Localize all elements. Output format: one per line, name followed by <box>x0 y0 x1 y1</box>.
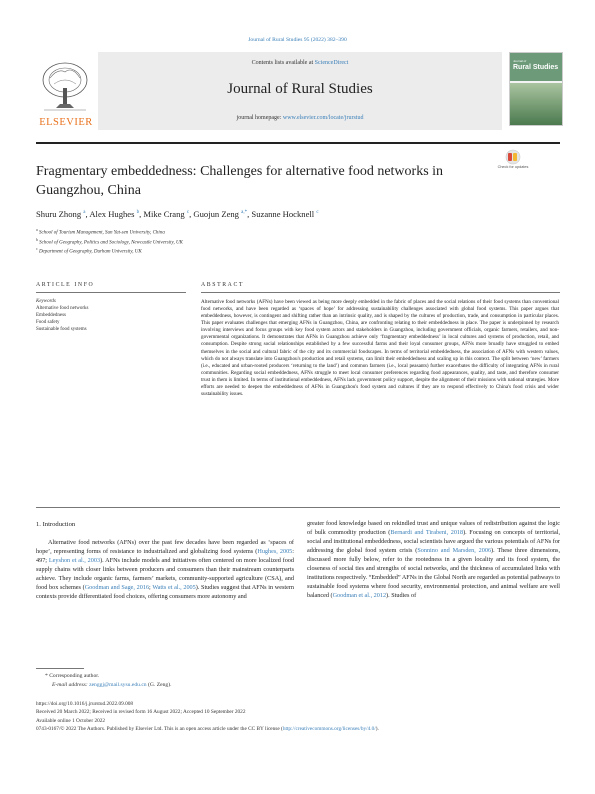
available-online: Available online 1 October 2022 <box>36 718 106 724</box>
corresponding-author-note: * Corresponding author. <box>45 673 100 679</box>
abstract-rule <box>201 292 560 293</box>
intro-text: ). Studies suggest that AFNs in western contexts provide differentiated food choices, offering consumers more autonomy and <box>36 584 294 601</box>
affiliation-mark: c <box>36 247 38 251</box>
affiliation <box>36 247 142 255</box>
intro-text: ). AFNs include models and initiatives often centered on more localized food supply chains with closer links between producers and consumers than their mainstream counterparts achieve. They include organic farms, farmers’ markets, community-supported agriculture (CSA), and food box schemes ( <box>36 557 294 592</box>
abstract-text: Alternative food networks (AFNs) have been viewed as being more deeply embedded in the fabric of places and the social relations of their food systems than conventional food networks, and have been regarded as ‘spaces of hope’ for addressing sustainability challenges associated with global food systems. This paper argues that embeddedness, however, is contingent and shifting rather than an intrinsic quality, and is shaped by the cultures of production, trade, and consumption in particular places. This paper evaluates challenges that emerging AFNs in Guangzhou, China, are confronting relating to their embeddedness in place. The paper is underpinned by research involving interviews and focus groups with key food system actors and stakeholders in Guangzhou, including government officials, organic farmers, retailers, and non-governmental organizations. It demonstrates that AFNs in Guangzhou achieve only ‘fragmentary embeddedness’ in local cultures and systems of production, retail, and consumption. Despite strong social relationships established by a few successful farms and their loyal consumer groups, AFNs more broadly have struggled to embed themselves in the social and cultural fabric of the city and its commercial foodscapes. In terms of territorial embeddedness, the association of AFNs with western values, which do not always translate into Guangzhou's production and retail systems, can limit their embeddedness and scaling up in this context. The split between ‘new’ farmers (i.e., educated and urban-rooted producers ‘returning to the land’) and common farmers (i.e., local peasants) further exacerbates the difficulty of integrating AFNs in rural communities. Regarding social embeddedness, AFNs struggle to meet local consumer preferences regarding food appearances, quality, and taste, and therefore consumer trust in them is limited. In terms of institutional embeddedness, AFNs lack government policy support, despite the alignment of their missions with national strategies. More efforts are needed to deepen the embeddedness of AFNs in Guangzhou's food system and cultures if they are to respond effectively to China's food crisis and wider sustainability issues. <box>201 299 559 398</box>
email-suffix: (G. Zeng). <box>148 682 172 688</box>
contents-line <box>98 60 502 66</box>
intro-text: ). Studies of <box>386 592 417 600</box>
email-link[interactable]: zenggj@mail.sysu.edu.cn <box>89 682 147 688</box>
email-line <box>52 682 171 688</box>
intro-left-column <box>36 538 294 601</box>
license-line <box>36 726 560 732</box>
author-affiliation-mark[interactable]: c <box>186 210 190 216</box>
author-affiliation-mark[interactable]: c <box>316 210 319 216</box>
citation-link[interactable]: Bernardi and Tirabeni, 2018 <box>390 529 464 537</box>
abstract-bottom-rule <box>36 507 560 508</box>
journal-homepage-line <box>98 115 502 121</box>
author-affiliation-mark[interactable]: b <box>136 210 140 216</box>
sciencedirect-link[interactable]: ScienceDirect <box>314 60 349 66</box>
article-info-rule <box>36 292 186 293</box>
received-dates: Received 20 March 2022; Received in revised form 16 August 2022; Accepted 10 September 2022 <box>36 709 246 715</box>
journal-reference[interactable]: Journal of Rural Studies 95 (2022) 382–390 <box>248 37 347 43</box>
license-suffix: ). <box>375 726 379 732</box>
journal-title[interactable]: Journal of Rural Studies <box>227 81 373 97</box>
author-name[interactable]: Guojun Zeng <box>193 209 239 219</box>
author-name[interactable]: Suzanne Hocknell <box>251 209 315 219</box>
check-for-updates-label[interactable]: Check for updates <box>497 165 529 169</box>
affiliation-mark: b <box>36 238 38 242</box>
citation-link[interactable]: Watts et al., 2005 <box>152 584 196 592</box>
affiliation <box>36 238 183 246</box>
intro-text: ). These three dimensions, discussed more fully below, refer to the rootedness in a given locality and its food system, the closeness of social ties and strengths of social networks, and the thickness of accumulated links with institutions respectively. “Embedded” AFNs in the Global North are regarded as potential pathways to sustainable food systems where food security, environmental protection, and animal welfare are well balanced ( <box>307 547 561 600</box>
affiliation-text: Department of Geography, Durham University, UK <box>38 249 142 255</box>
affiliation <box>36 228 165 236</box>
contents-prefix: Contents lists available at <box>251 60 314 66</box>
author-name[interactable]: Alex Hughes <box>89 209 135 219</box>
header-divider <box>36 142 560 144</box>
intro-text: : 497; <box>36 548 295 565</box>
abstract-heading: ABSTRACT <box>201 282 245 288</box>
intro-text: greater food knowledge based on rekindled trust and unique values of redistribution against the logic of bulk commodity production ( <box>307 520 560 537</box>
author-list: Shuru Zhong $^a$, Alex Hughes $^b$, Mike Crang $^c$, Guojun Zeng $^{a,*}$, Suzanne Hocknell $^c$ <box>36 209 319 219</box>
doi-link[interactable]: https://doi.org/10.1016/j.jrurstud.2022.09.008 <box>36 701 134 707</box>
cover-small-text: Journal of <box>513 59 527 63</box>
citation-link[interactable]: Sonnino and Marsden, 2006 <box>417 547 492 555</box>
intro-text: Alternative food networks (AFNs) over the past few decades have been regarded as ‘spaces of hope’, representing forms of resistance to industrialized and globalizing food systems ( <box>36 539 294 556</box>
homepage-link[interactable]: www.elsevier.com/locate/jrurstud <box>282 115 364 121</box>
footnote-rule <box>36 668 84 669</box>
license-link[interactable]: http://creativecommons.org/licenses/by/4.0/ <box>282 726 376 732</box>
citation-link[interactable]: Leyshon et al., 2003 <box>48 557 101 565</box>
author-affiliation-mark[interactable]: a,* <box>241 210 248 216</box>
affiliation-mark: a <box>36 228 38 232</box>
intro-paragraph-continued <box>307 519 560 600</box>
author-name[interactable]: Mike Crang <box>143 209 185 219</box>
author-name[interactable]: Shuru Zhong <box>36 209 82 219</box>
keywords-label: Keywords <box>36 299 56 304</box>
intro-paragraph <box>36 538 294 601</box>
keyword-item: Sustainable food systems <box>36 327 87 332</box>
keyword-item: Food safety <box>36 320 60 325</box>
keyword-item: Alternative food networks <box>36 306 89 311</box>
affiliation-text: School of Tourism Management, Sun Yat-sen University, China <box>38 230 165 236</box>
intro-text: ; <box>149 584 153 592</box>
license-prefix: 0743-0167/© 2022 The Authors. Published by Elsevier Ltd. This is an open access article under the CC BY license ( <box>36 726 283 732</box>
cover-title: Rural Studies <box>513 64 559 71</box>
article-title: Fragmentary embeddedness: Challenges for alternative food networks in Guangzhou, China <box>36 164 444 198</box>
article-info-heading: ARTICLE INFO <box>36 282 95 288</box>
elsevier-wordmark: ELSEVIER <box>39 117 93 128</box>
journal-cover-icon[interactable] <box>509 52 563 126</box>
keyword-item: Embeddedness <box>36 313 66 318</box>
homepage-prefix: journal homepage: <box>236 115 282 121</box>
introduction-heading: 1. Introduction <box>36 521 76 528</box>
intro-right-column <box>307 519 560 600</box>
elsevier-tree-logo-icon[interactable] <box>36 58 94 116</box>
citation-link[interactable]: Goodman and Sage, 2016 <box>84 584 150 592</box>
email-label: E-mail address: <box>52 682 88 688</box>
intro-text: ). Focusing on concepts of territorial, social and institutional embeddedness, social scientists have argued the various potentials of AFNs for addressing the global food system crisis ( <box>307 529 560 555</box>
author-affiliation-mark[interactable]: a <box>83 210 86 216</box>
cover-photo <box>510 83 562 125</box>
citation-link[interactable]: Goodman et al., 2012 <box>332 592 387 600</box>
affiliation-text: School of Geography, Politics and Sociology, Newcastle University, UK <box>39 240 183 246</box>
citation-link[interactable]: Hughes, 2005 <box>257 548 293 556</box>
